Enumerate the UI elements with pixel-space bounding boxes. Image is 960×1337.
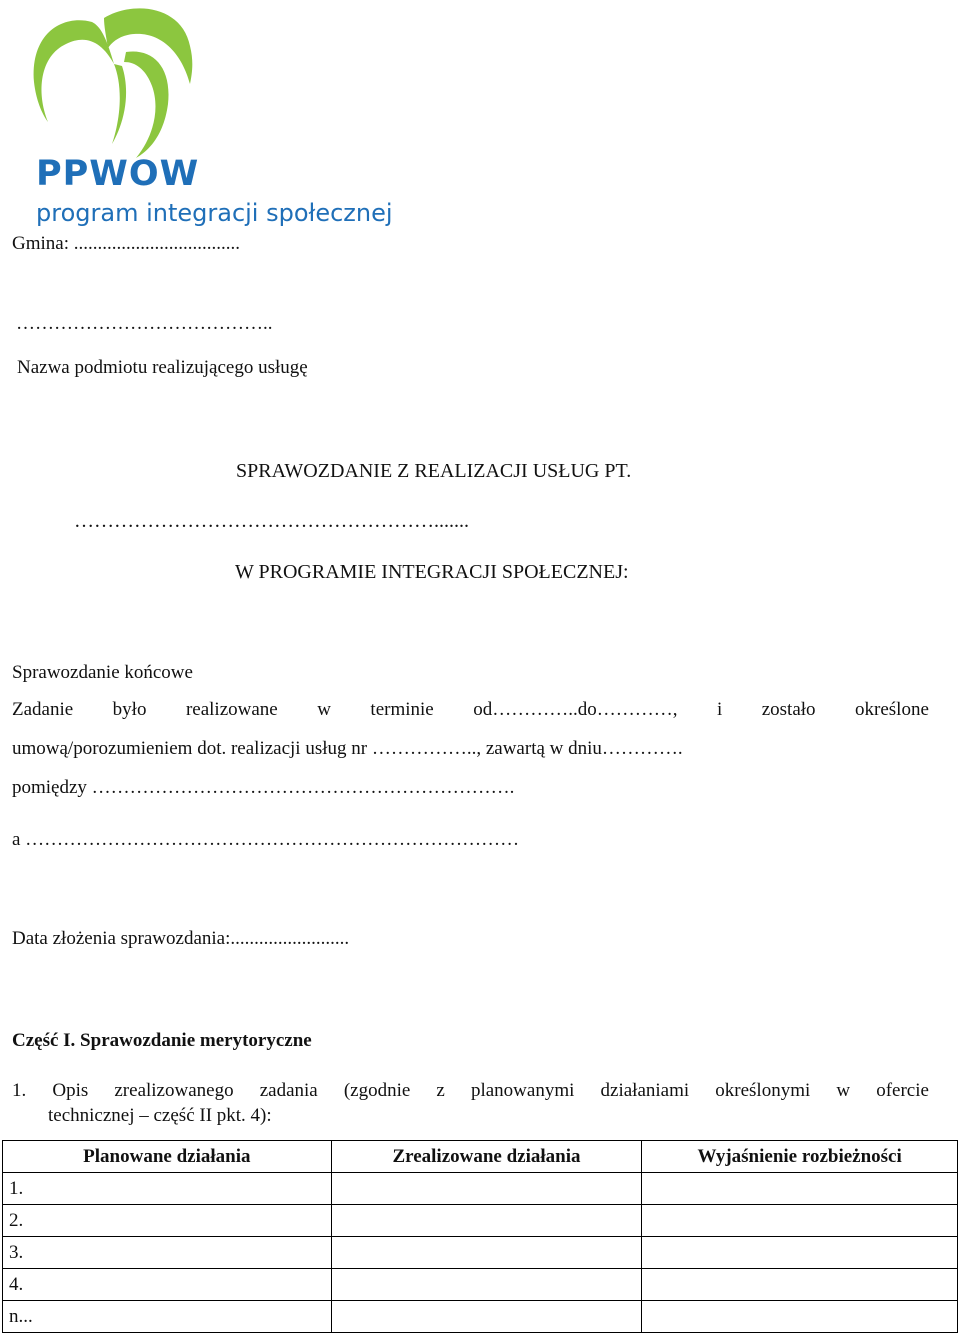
- word: 1.: [12, 1080, 27, 1101]
- word: (zgodnie: [343, 1080, 411, 1101]
- word: określonymi: [715, 1080, 811, 1101]
- word: i: [716, 699, 723, 720]
- word: planowanymi: [470, 1080, 575, 1101]
- section-heading: Część I. Sprawozdanie merytoryczne: [12, 1030, 312, 1051]
- word: zrealizowanego: [114, 1080, 234, 1101]
- item1-line2: technicznej – część II pkt. 4):: [48, 1105, 272, 1126]
- table-cell[interactable]: [331, 1173, 642, 1205]
- umowa-line: umową/porozumieniem dot. realizacji usług nr …………….., zawartą w dniu………….: [12, 738, 683, 759]
- table-cell[interactable]: [331, 1237, 642, 1269]
- word: od…………..do…………,: [473, 699, 678, 720]
- a-line: a ……………………………………………………………………: [12, 829, 520, 850]
- logo-title: PPWOW: [36, 154, 200, 194]
- word: ofercie: [876, 1080, 929, 1101]
- col-header-planned: Planowane działania: [3, 1141, 332, 1173]
- ppwow-logo-graphic: [22, 4, 212, 164]
- table-row: [3, 1269, 958, 1301]
- logo-subtitle: program integracji społecznej: [36, 199, 393, 227]
- table-cell[interactable]: [642, 1237, 958, 1269]
- row-number: 2.: [3, 1205, 332, 1237]
- podmiot-dots: …………………………………..: [16, 313, 273, 334]
- zadanie-line: [12, 699, 929, 721]
- word: Opis: [52, 1080, 89, 1101]
- nazwa-podmiotu-label: Nazwa podmiotu realizującego usługę: [17, 357, 308, 378]
- gmina-field: Gmina: ...................................: [12, 233, 240, 254]
- row-number: 1.: [3, 1173, 332, 1205]
- word: z: [436, 1080, 445, 1101]
- word: było: [112, 699, 147, 720]
- word: zadania: [259, 1080, 318, 1101]
- item1-line1: [12, 1080, 929, 1102]
- word: w: [836, 1080, 851, 1101]
- report-title: SPRAWOZDANIE Z REALIZACJI USŁUG PT.: [236, 460, 632, 482]
- word: zostało: [761, 699, 816, 720]
- col-header-explanation: Wyjaśnienie rozbieżności: [642, 1141, 958, 1173]
- data-zlozenia: Data złożenia sprawozdania:.........................: [12, 928, 350, 949]
- table-row: [3, 1301, 958, 1333]
- table-cell[interactable]: [642, 1301, 958, 1333]
- table-cell[interactable]: [331, 1301, 642, 1333]
- table-cell[interactable]: [642, 1173, 958, 1205]
- word: określone: [855, 699, 929, 720]
- report-title-dots: ……………………………………………….......: [74, 510, 469, 532]
- word: Zadanie: [12, 699, 74, 720]
- table-row: [3, 1237, 958, 1269]
- word: w: [317, 699, 331, 720]
- table-header-row: [3, 1141, 958, 1173]
- table-row: [3, 1173, 958, 1205]
- table-row: [3, 1205, 958, 1237]
- activities-table: [2, 1140, 958, 1333]
- col-header-realized: Zrealizowane działania: [331, 1141, 642, 1173]
- word: terminie: [370, 699, 434, 720]
- sprawozdanie-koncowe: Sprawozdanie końcowe: [12, 662, 193, 683]
- table-cell[interactable]: [331, 1205, 642, 1237]
- table-cell[interactable]: [642, 1205, 958, 1237]
- pomiedzy-line: pomiędzy ………………………………………………………….: [12, 777, 515, 798]
- report-title-program: W PROGRAMIE INTEGRACJI SPOŁECZNEJ:: [235, 561, 629, 583]
- row-number: 4.: [3, 1269, 332, 1301]
- table-cell[interactable]: [331, 1269, 642, 1301]
- word: działaniami: [600, 1080, 690, 1101]
- table-cell[interactable]: [642, 1269, 958, 1301]
- word: realizowane: [185, 699, 278, 720]
- row-number: n...: [3, 1301, 332, 1333]
- row-number: 3.: [3, 1237, 332, 1269]
